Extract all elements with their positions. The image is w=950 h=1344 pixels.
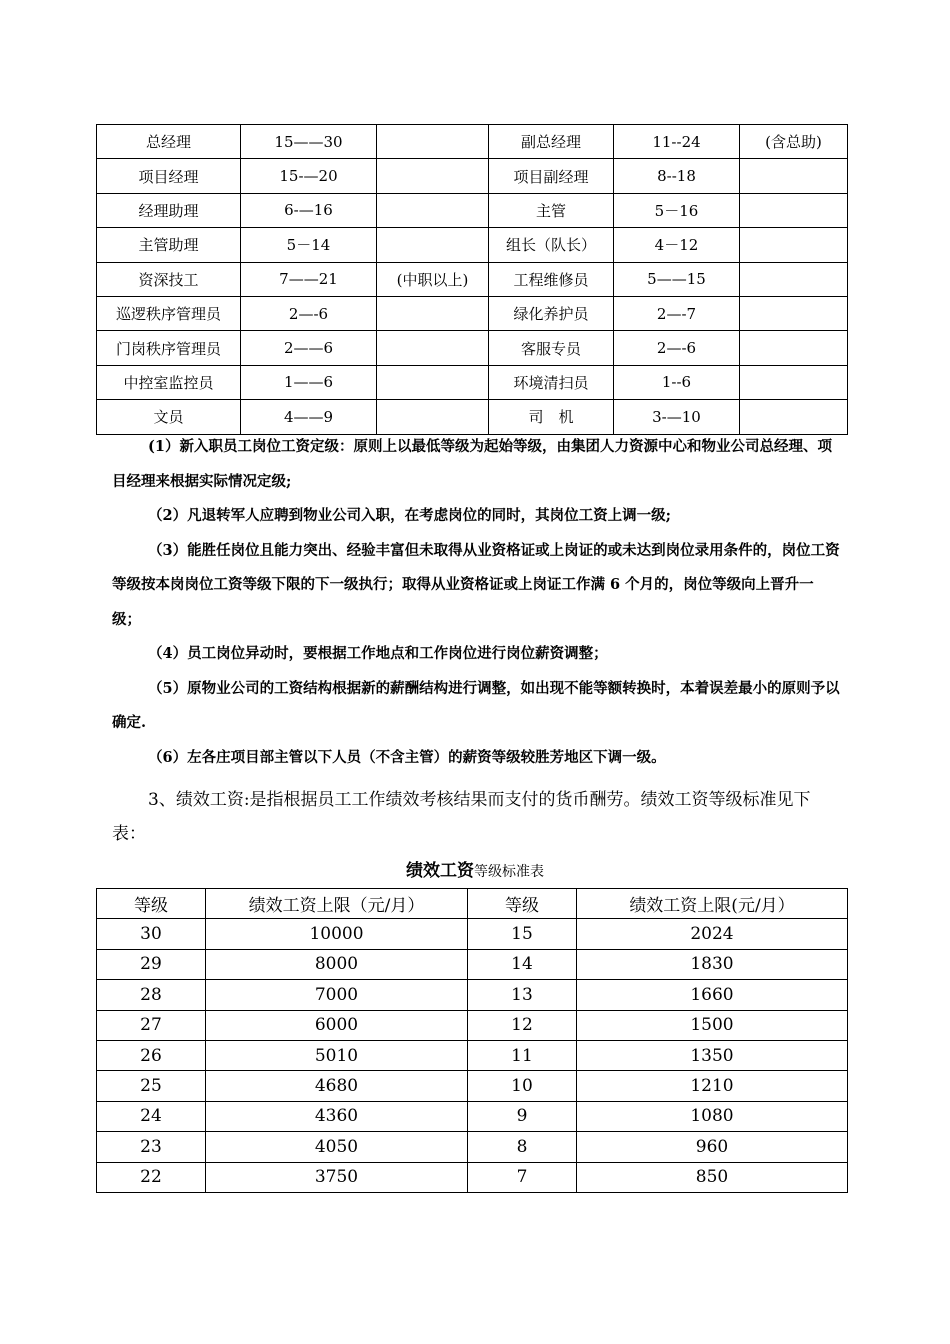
table-row bbox=[97, 980, 848, 1010]
grade-notes bbox=[112, 430, 840, 775]
perf-cell: 11 bbox=[468, 1040, 577, 1070]
grade-cell: 总经理 bbox=[97, 125, 241, 159]
grade-cell: 1--6 bbox=[614, 365, 740, 399]
performance-pay-table bbox=[96, 888, 848, 1193]
table-row bbox=[97, 159, 848, 193]
grade-cell bbox=[377, 159, 489, 193]
grade-cell: 15-—20 bbox=[241, 159, 377, 193]
column-header: 等级 bbox=[468, 889, 577, 919]
grade-cell: 5－16 bbox=[614, 193, 740, 227]
perf-cell: 1080 bbox=[577, 1101, 848, 1131]
grade-cell: 5——15 bbox=[614, 262, 740, 296]
perf-cell: 2024 bbox=[577, 919, 848, 949]
grade-cell: 8--18 bbox=[614, 159, 740, 193]
perf-cell: 6000 bbox=[206, 1010, 468, 1040]
perf-cell: 5010 bbox=[206, 1040, 468, 1070]
position-grade-table bbox=[96, 124, 848, 435]
column-header: 等级 bbox=[97, 889, 206, 919]
table-row bbox=[97, 1010, 848, 1040]
header-row bbox=[97, 889, 848, 919]
column-header: 绩效工资上限(元/月） bbox=[577, 889, 848, 919]
perf-cell: 25 bbox=[97, 1071, 206, 1101]
table-row bbox=[97, 193, 848, 227]
table-row bbox=[97, 400, 848, 434]
grade-cell: 7——21 bbox=[241, 262, 377, 296]
perf-cell: 1350 bbox=[577, 1040, 848, 1070]
perf-cell: 24 bbox=[97, 1101, 206, 1131]
grade-cell bbox=[740, 296, 848, 330]
grade-cell bbox=[377, 193, 489, 227]
grade-cell: 主管 bbox=[489, 193, 614, 227]
perf-cell: 4360 bbox=[206, 1101, 468, 1131]
grade-cell bbox=[740, 193, 848, 227]
perf-cell: 14 bbox=[468, 949, 577, 979]
perf-table-caption bbox=[0, 858, 950, 885]
grade-cell bbox=[740, 228, 848, 262]
caption-rest: 等级标准表 bbox=[474, 864, 544, 880]
table-row bbox=[97, 1071, 848, 1101]
grade-cell: 项目经理 bbox=[97, 159, 241, 193]
perf-cell: 4050 bbox=[206, 1132, 468, 1162]
grade-cell: (含总助) bbox=[740, 125, 848, 159]
grade-cell: 项目副经理 bbox=[489, 159, 614, 193]
grade-cell: 3-—10 bbox=[614, 400, 740, 434]
grade-cell: 巡逻秩序管理员 bbox=[97, 296, 241, 330]
grade-cell: 经理助理 bbox=[97, 193, 241, 227]
perf-cell: 9 bbox=[468, 1101, 577, 1131]
grade-cell: 副总经理 bbox=[489, 125, 614, 159]
note-3: （3）能胜任岗位且能力突出、经验丰富但未取得从业资格证或上岗证的或未达到岗位录用条件的，岗位工资等级按本岗岗位工资等级下限的下一级执行；取得从业资格证或上岗证工作满 6 个月的，岗位等级向上晋升一级； bbox=[112, 541, 840, 628]
perf-cell: 8 bbox=[468, 1132, 577, 1162]
note-5: （5）原物业公司的工资结构根据新的薪酬结构进行调整，如出现不能等额转换时，本着误差最小的原则予以确定. bbox=[112, 679, 840, 731]
grade-cell: 组长（队长） bbox=[489, 228, 614, 262]
table-row bbox=[97, 919, 848, 949]
grade-cell: 2——6 bbox=[241, 331, 377, 365]
perf-cell: 4680 bbox=[206, 1071, 468, 1101]
grade-cell bbox=[377, 125, 489, 159]
table-row bbox=[97, 1162, 848, 1192]
grade-cell: 主管助理 bbox=[97, 228, 241, 262]
perf-cell: 27 bbox=[97, 1010, 206, 1040]
grade-cell: 2—-7 bbox=[614, 296, 740, 330]
grade-cell: 绿化养护员 bbox=[489, 296, 614, 330]
perf-cell: 1500 bbox=[577, 1010, 848, 1040]
grade-cell: 1——6 bbox=[241, 365, 377, 399]
note-6: （6）左各庄项目部主管以下人员（不含主管）的薪资等级较胜芳地区下调一级。 bbox=[148, 748, 666, 766]
table-row bbox=[97, 1101, 848, 1131]
perf-cell: 29 bbox=[97, 949, 206, 979]
grade-cell bbox=[740, 331, 848, 365]
table-row bbox=[97, 262, 848, 296]
grade-cell bbox=[740, 365, 848, 399]
perf-cell: 960 bbox=[577, 1132, 848, 1162]
table-row bbox=[97, 296, 848, 330]
grade-cell: 门岗秩序管理员 bbox=[97, 331, 241, 365]
note-1: (1）新入职员工岗位工资定级：原则上以最低等级为起始等级，由集团人力资源中心和物业公司总经理、项目经理来根据实际情况定级; bbox=[112, 438, 832, 490]
grade-cell bbox=[377, 331, 489, 365]
grade-cell: 文员 bbox=[97, 400, 241, 434]
perf-cell: 26 bbox=[97, 1040, 206, 1070]
grade-cell bbox=[377, 228, 489, 262]
grade-cell: 5－14 bbox=[241, 228, 377, 262]
grade-cell: 15——30 bbox=[241, 125, 377, 159]
perf-cell: 10 bbox=[468, 1071, 577, 1101]
perf-cell: 30 bbox=[97, 919, 206, 949]
table-row bbox=[97, 331, 848, 365]
perf-cell: 850 bbox=[577, 1162, 848, 1192]
perf-cell: 7000 bbox=[206, 980, 468, 1010]
perf-cell: 23 bbox=[97, 1132, 206, 1162]
perf-cell: 12 bbox=[468, 1010, 577, 1040]
table-row bbox=[97, 1040, 848, 1070]
perf-cell: 28 bbox=[97, 980, 206, 1010]
table-row bbox=[97, 949, 848, 979]
note-4: （4）员工岗位异动时，要根据工作地点和工作岗位进行岗位薪资调整； bbox=[148, 645, 608, 662]
column-header: 绩效工资上限（元/月） bbox=[206, 889, 468, 919]
grade-cell bbox=[377, 400, 489, 434]
perf-cell: 15 bbox=[468, 919, 577, 949]
table-row bbox=[97, 228, 848, 262]
grade-cell: 2—-6 bbox=[241, 296, 377, 330]
perf-cell: 7 bbox=[468, 1162, 577, 1192]
grade-cell: 6-—16 bbox=[241, 193, 377, 227]
table-row bbox=[97, 1132, 848, 1162]
grade-cell: 工程维修员 bbox=[489, 262, 614, 296]
perf-cell: 1660 bbox=[577, 980, 848, 1010]
grade-cell bbox=[740, 159, 848, 193]
performance-pay-paragraph: 3、绩效工资:是指根据员工工作绩效考核结果而支付的货币酬劳。绩效工资等级标准见下表： bbox=[112, 790, 811, 844]
perf-cell: 1830 bbox=[577, 949, 848, 979]
perf-cell: 3750 bbox=[206, 1162, 468, 1192]
grade-cell: 资深技工 bbox=[97, 262, 241, 296]
perf-cell: 10000 bbox=[206, 919, 468, 949]
table-row bbox=[97, 125, 848, 159]
perf-cell: 8000 bbox=[206, 949, 468, 979]
perf-cell: 1210 bbox=[577, 1071, 848, 1101]
caption-bold: 绩效工资 bbox=[406, 861, 474, 881]
grade-cell: 司 机 bbox=[489, 400, 614, 434]
grade-cell: 4——9 bbox=[241, 400, 377, 434]
grade-cell: 11--24 bbox=[614, 125, 740, 159]
perf-cell: 13 bbox=[468, 980, 577, 1010]
grade-cell: 环境清扫员 bbox=[489, 365, 614, 399]
grade-cell bbox=[740, 400, 848, 434]
grade-cell bbox=[377, 365, 489, 399]
table-row bbox=[97, 365, 848, 399]
grade-cell: 客服专员 bbox=[489, 331, 614, 365]
grade-cell: 中控室监控员 bbox=[97, 365, 241, 399]
grade-cell bbox=[377, 296, 489, 330]
perf-cell: 22 bbox=[97, 1162, 206, 1192]
grade-cell bbox=[740, 262, 848, 296]
note-2: （2）凡退转军人应聘到物业公司入职，在考虑岗位的同时，其岗位工资上调一级; bbox=[148, 507, 671, 524]
grade-cell: 4－12 bbox=[614, 228, 740, 262]
grade-cell: 2—-6 bbox=[614, 331, 740, 365]
grade-cell: (中职以上) bbox=[377, 262, 489, 296]
